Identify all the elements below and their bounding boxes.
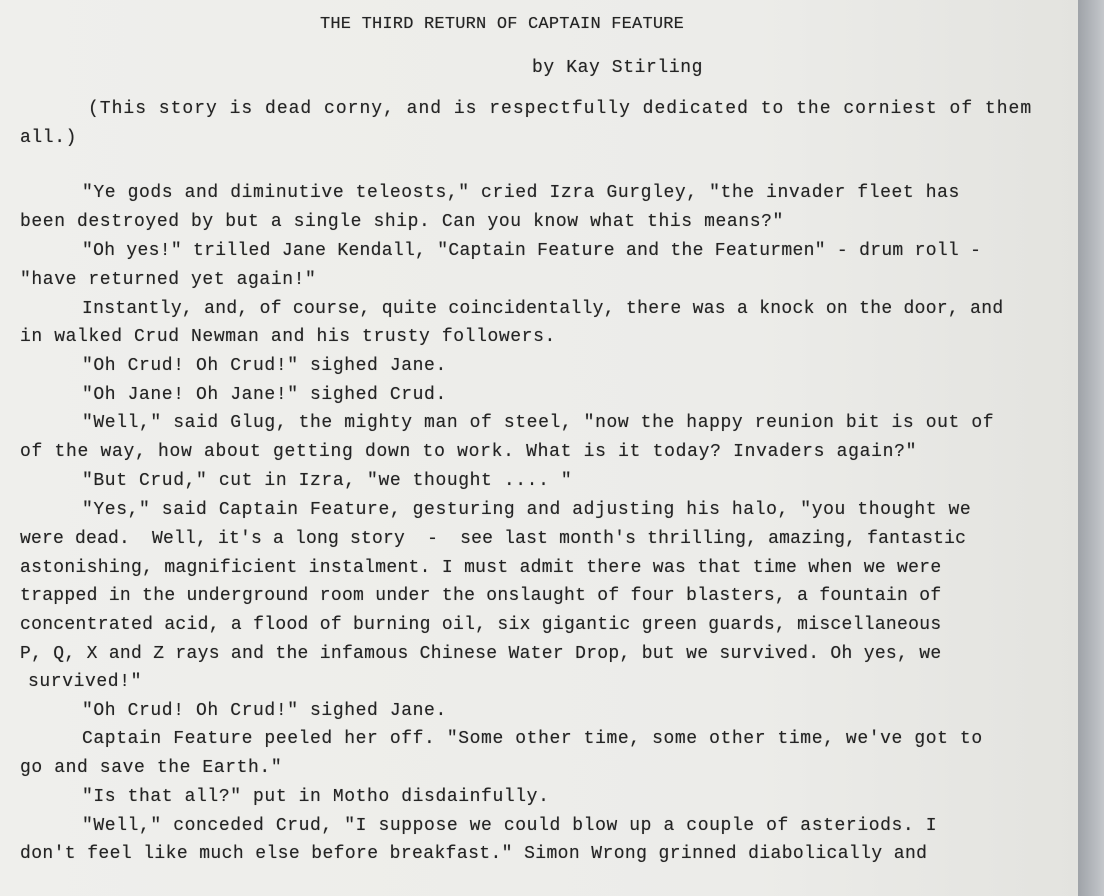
text-line: "have returned yet again!" bbox=[20, 270, 317, 290]
text-line: Instantly, and, of course, quite coincidentally, there was a knock on the door, and bbox=[82, 299, 1004, 319]
page-edge bbox=[1078, 0, 1104, 896]
text-line: "Well," said Glug, the mighty man of steel, "now the happy reunion bit is out of bbox=[82, 413, 995, 433]
text-line: "Yes," said Captain Feature, gesturing and adjusting his halo, "you thought we bbox=[82, 500, 972, 520]
byline: by Kay Stirling bbox=[532, 58, 704, 78]
story-title: THE THIRD RETURN OF CAPTAIN FEATURE bbox=[320, 15, 685, 34]
text-line: P, Q, X and Z rays and the infamous Chinese Water Drop, but we survived. Oh yes, we bbox=[20, 644, 942, 664]
text-line: trapped in the underground room under the onslaught of four blasters, a fountain of bbox=[20, 586, 942, 606]
text-line: don't feel like much else before breakfast." Simon Wrong grinned diabolically and bbox=[20, 844, 928, 864]
text-line: "Oh Jane! Oh Jane!" sighed Crud. bbox=[82, 385, 447, 405]
text-line: "Oh Crud! Oh Crud!" sighed Jane. bbox=[82, 356, 447, 376]
text-line: "Is that all?" put in Motho disdainfully. bbox=[82, 787, 550, 807]
text-line: all.) bbox=[20, 128, 78, 148]
text-line: Captain Feature peeled her off. "Some other time, some other time, we've got to bbox=[82, 729, 983, 749]
text-line: of the way, how about getting down to work. What is it today? Invaders again?" bbox=[20, 442, 918, 462]
text-line: "Ye gods and diminutive teleosts," cried Izra Gurgley, "the invader fleet has bbox=[82, 183, 960, 203]
text-line: were dead. Well, it's a long story - see last month's thrilling, amazing, fantastic bbox=[20, 529, 967, 549]
text-line: "But Crud," cut in Izra, "we thought .... " bbox=[82, 471, 573, 491]
text-line: been destroyed by but a single ship. Can you know what this means?" bbox=[20, 212, 784, 232]
text-line: (This story is dead corny, and is respectfully dedicated to the corniest of them bbox=[88, 99, 1033, 119]
text-line: survived!" bbox=[28, 672, 143, 692]
text-line: astonishing, magnificient instalment. I must admit there was that time when we were bbox=[20, 558, 942, 578]
text-line: "Oh Crud! Oh Crud!" sighed Jane. bbox=[82, 701, 447, 721]
text-line: go and save the Earth." bbox=[20, 758, 283, 778]
text-line: "Well," conceded Crud, "I suppose we could blow up a couple of asteriods. I bbox=[82, 816, 938, 836]
text-line: in walked Crud Newman and his trusty followers. bbox=[20, 327, 556, 347]
text-line: "Oh yes!" trilled Jane Kendall, "Captain Feature and the Featurmen" - drum roll - bbox=[82, 241, 982, 261]
text-line: concentrated acid, a flood of burning oil, six gigantic green guards, miscellaneous bbox=[20, 615, 942, 635]
